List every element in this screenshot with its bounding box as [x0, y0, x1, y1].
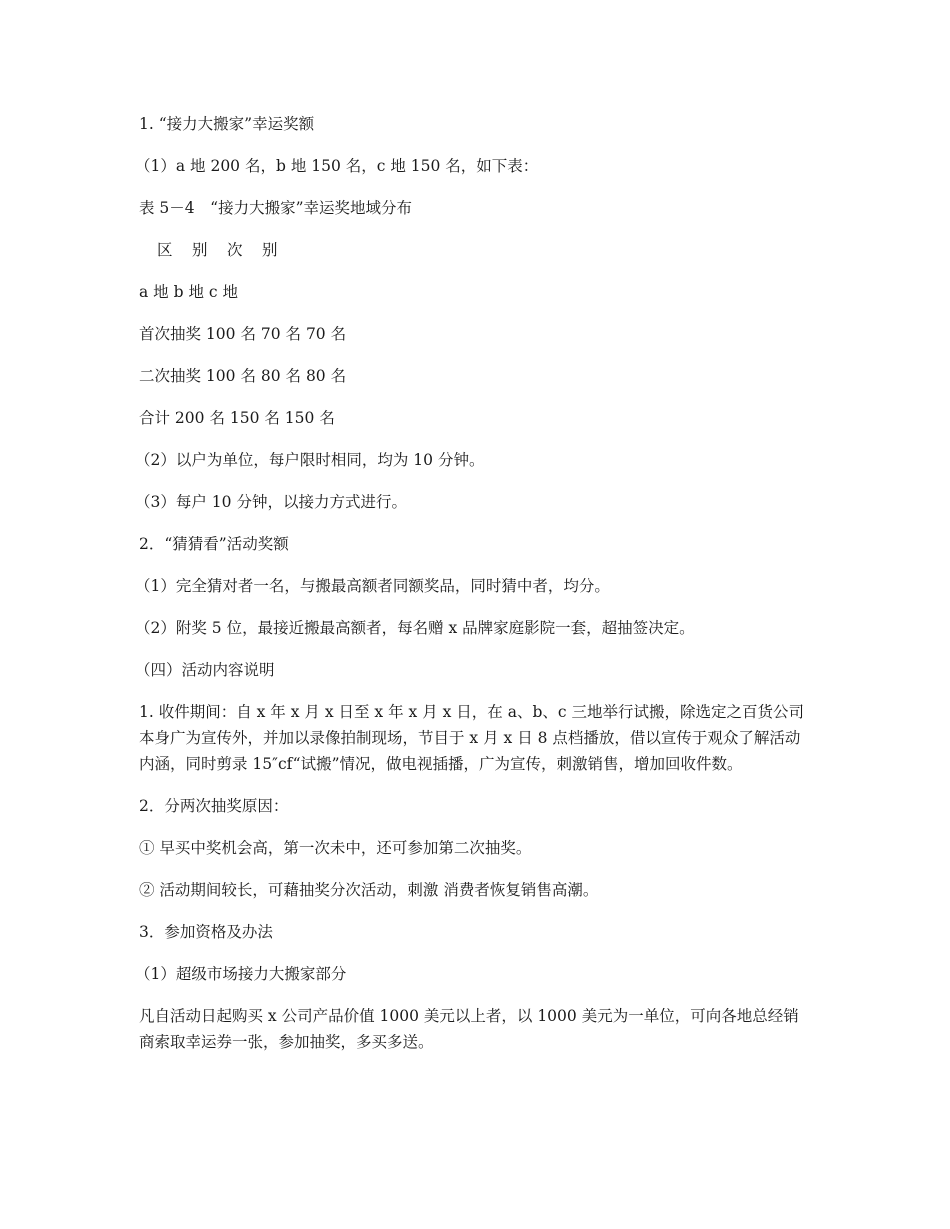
paragraph-supermarket-section: （1）超级市场接力大搬家部分 [135, 965, 347, 983]
section-heading-eligibility: 3．参加资格及办法 [139, 923, 273, 941]
section-heading-guess: 2．“猜猜看”活动奖额 [139, 535, 289, 553]
paragraph-quota: （1）a 地 200 名，b 地 150 名，c 地 150 名，如下表： [135, 157, 539, 175]
table-header-row: 区 别 次 别 [157, 241, 280, 259]
paragraph-time-limit: （2）以户为单位，每户限时相同，均为 10 分钟。 [135, 451, 485, 469]
paragraph-guess-exact: （1）完全猜对者一名，与搬最高额者同额奖品，同时猜中者，均分。 [135, 577, 610, 595]
table-row-first-draw: 首次抽奖 100 名 70 名 70 名 [139, 325, 347, 343]
paragraph-relay: （3）每户 10 分钟，以接力方式进行。 [135, 493, 407, 511]
table-row-total: 合计 200 名 150 名 150 名 [139, 409, 335, 427]
section-heading-activity-description: （四）活动内容说明 [135, 661, 275, 679]
section-heading-lucky-prize: 1. “接力大搬家”幸运奖额 [139, 115, 315, 133]
paragraph-guess-bonus: （2）附奖 5 位，最接近搬最高额者，每名赠 x 品牌家庭影院一套，超抽签决定。 [135, 619, 695, 637]
paragraph-reason-one: ① 早买中奖机会高，第一次未中，还可参加第二次抽奖。 [139, 839, 532, 857]
table-row-second-draw: 二次抽奖 100 名 80 名 80 名 [139, 367, 347, 385]
paragraph-collection-period: 1. 收件期间：自 x 年 x 月 x 日至 x 年 x 月 x 日，在 a、b、c 三地举行试搬，除选定之百货公司本身广为宣传外，并加以录像拍制现场，节目于 x 月 x 日 8 点档播放，借以宣传于观众了解活动内涵，同时剪录 15″cf“试搬”情况，做电视插播，广为宣传，刺激销售，增加回收件数。 [139, 703, 804, 773]
paragraph-purchase-rule: 凡自活动日起购买 x 公司产品价值 1000 美元以上者，以 1000 美元为一单位，可向各地总经销商索取幸运券一张，参加抽奖，多买多送。 [139, 1007, 799, 1051]
paragraph-reason-two: ② 活动期间较长，可藉抽奖分次活动，刺激 消费者恢复销售高潮。 [139, 881, 599, 899]
document-body [135, 111, 811, 1071]
table-column-labels: a 地 b 地 c 地 [139, 283, 238, 301]
table-caption: 表 5－4 “接力大搬家”幸运奖地域分布 [139, 199, 412, 217]
section-heading-two-draws: 2．分两次抽奖原因： [139, 797, 289, 815]
